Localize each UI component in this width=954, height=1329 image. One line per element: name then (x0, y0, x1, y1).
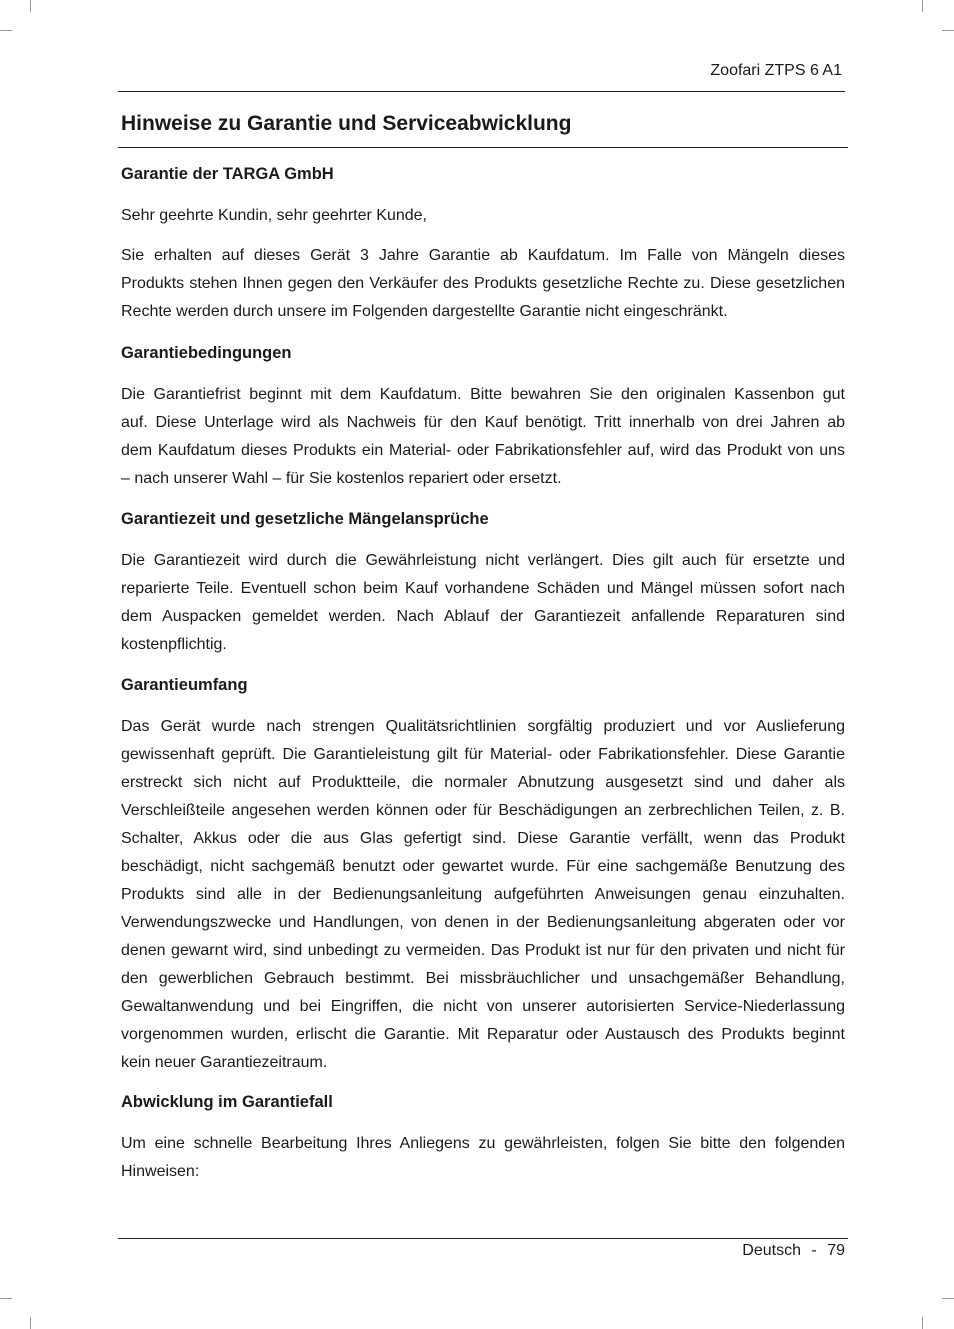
text-line: Sehr geehrte Kundin, sehr geehrter Kunde, (121, 207, 427, 224)
text-line: Produkts stehen Ihnen gegen den Verkäufer des Produkts gesetzliche Rechte zu. Diese gesetzlichen (121, 275, 845, 292)
footer-language: Deutsch (742, 1242, 801, 1259)
section-heading: Garantiezeit und gesetzliche Mängelansprüche (121, 510, 489, 528)
text-line: den gewerblichen Gebrauch bestimmt. Bei missbräuchlicher und unsachgemäßer Behandlung, (121, 970, 845, 987)
text-line: Produkts sind alle in der Bedienungsanleitung aufgeführten Anweisungen genau einzuhalten. (121, 886, 845, 903)
page-title: Hinweise zu Garantie und Serviceabwicklung (121, 112, 572, 135)
text-line: auf. Diese Unterlage wird als Nachweis für den Kauf benötigt. Tritt innerhalb von drei Jahren ab (121, 414, 845, 431)
section-heading: Garantieumfang (121, 676, 248, 694)
crop-mark (0, 1298, 12, 1299)
text-line: – nach unserer Wahl – für Sie kostenlos repariert oder ersetzt. (121, 470, 562, 487)
crop-mark (30, 1317, 31, 1329)
header-divider (118, 91, 845, 92)
text-line: dem Auspacken gemeldet werden. Nach Ablauf der Garantiezeit anfallende Reparaturen sind (121, 608, 845, 625)
text-line: erstreckt sich nicht auf Produktteile, die normaler Abnutzung ausgesetzt sind und daher als (121, 774, 845, 791)
paragraph (121, 713, 845, 1077)
text-line: Die Garantiefrist beginnt mit dem Kaufdatum. Bitte bewahren Sie den originalen Kassenbon gut (121, 386, 845, 403)
running-header: Zoofari ZTPS 6 A1 (710, 62, 842, 79)
text-line: kein neuer Garantiezeitraum. (121, 1054, 328, 1071)
text-line: dem Kaufdatum dieses Produkts ein Material- oder Fabrikationsfehler auf, wird das Produkt von uns (121, 442, 845, 459)
section-heading: Garantie der TARGA GmbH (121, 165, 334, 183)
text-line: reparierte Teile. Eventuell schon beim Kauf vorhandene Schäden und Mängel müssen sofort nach (121, 580, 845, 597)
title-divider (118, 147, 848, 148)
paragraph (121, 202, 845, 230)
crop-mark (0, 30, 12, 31)
text-line: Rechte werden durch unsere im Folgenden dargestellte Garantie nicht eingeschränkt. (121, 303, 728, 320)
paragraph (121, 1130, 845, 1186)
section-heading: Garantiebedingungen (121, 344, 292, 362)
text-line: Schalter, Akkus oder die aus Glas gefertigt sind. Diese Garantie verfällt, wenn das Produkt (121, 830, 845, 847)
crop-mark (30, 0, 31, 12)
text-line: Sie erhalten auf dieses Gerät 3 Jahre Garantie ab Kaufdatum. Im Falle von Mängeln dieses (121, 247, 845, 264)
footer-separator: - (811, 1242, 817, 1259)
paragraph (121, 547, 845, 659)
text-line: Um eine schnelle Bearbeitung Ihres Anliegens zu gewährleisten, folgen Sie bitte den folgenden (121, 1135, 845, 1152)
page-number: 79 (827, 1242, 845, 1259)
paragraph (121, 381, 845, 493)
paragraph (121, 242, 845, 326)
crop-mark (922, 0, 923, 12)
text-line: gewissenhaft geprüft. Die Garantieleistung gilt für Material- oder Fabrikationsfehler. Diese Garantie (121, 746, 845, 763)
footer-divider (118, 1238, 848, 1239)
text-line: Verwendungszwecke und Handlungen, von denen in der Bedienungsanleitung abgeraten oder vor (121, 914, 845, 931)
section-heading: Abwicklung im Garantiefall (121, 1093, 333, 1111)
text-line: Gewaltanwendung und bei Eingriffen, die nicht von unserer autorisierten Service-Niederlassung (121, 998, 845, 1015)
page-footer (742, 1242, 845, 1260)
text-line: Das Gerät wurde nach strengen Qualitätsrichtlinien sorgfältig produziert und vor Auslieferung (121, 718, 845, 735)
text-line: vorgenommen wurden, erlischt die Garantie. Mit Reparatur oder Austausch des Produkts beginnt (121, 1026, 845, 1043)
text-line: Die Garantiezeit wird durch die Gewährleistung nicht verlängert. Dies gilt auch für ersetzte und (121, 552, 845, 569)
text-line: Hinweisen: (121, 1163, 200, 1180)
text-line: Verschleißteile angesehen werden können oder für Beschädigungen an zerbrechlichen Teilen, z. B. (121, 802, 845, 819)
text-line: kostenpflichtig. (121, 636, 227, 653)
crop-mark (942, 30, 954, 31)
text-line: beschädigt, nicht sachgemäß benutzt oder gewartet wurde. Für eine sachgemäße Benutzung des (121, 858, 845, 875)
crop-mark (922, 1317, 923, 1329)
crop-mark (942, 1298, 954, 1299)
text-line: denen gewarnt wird, sind unbedingt zu vermeiden. Das Produkt ist nur für den privaten und nicht für (121, 942, 845, 959)
